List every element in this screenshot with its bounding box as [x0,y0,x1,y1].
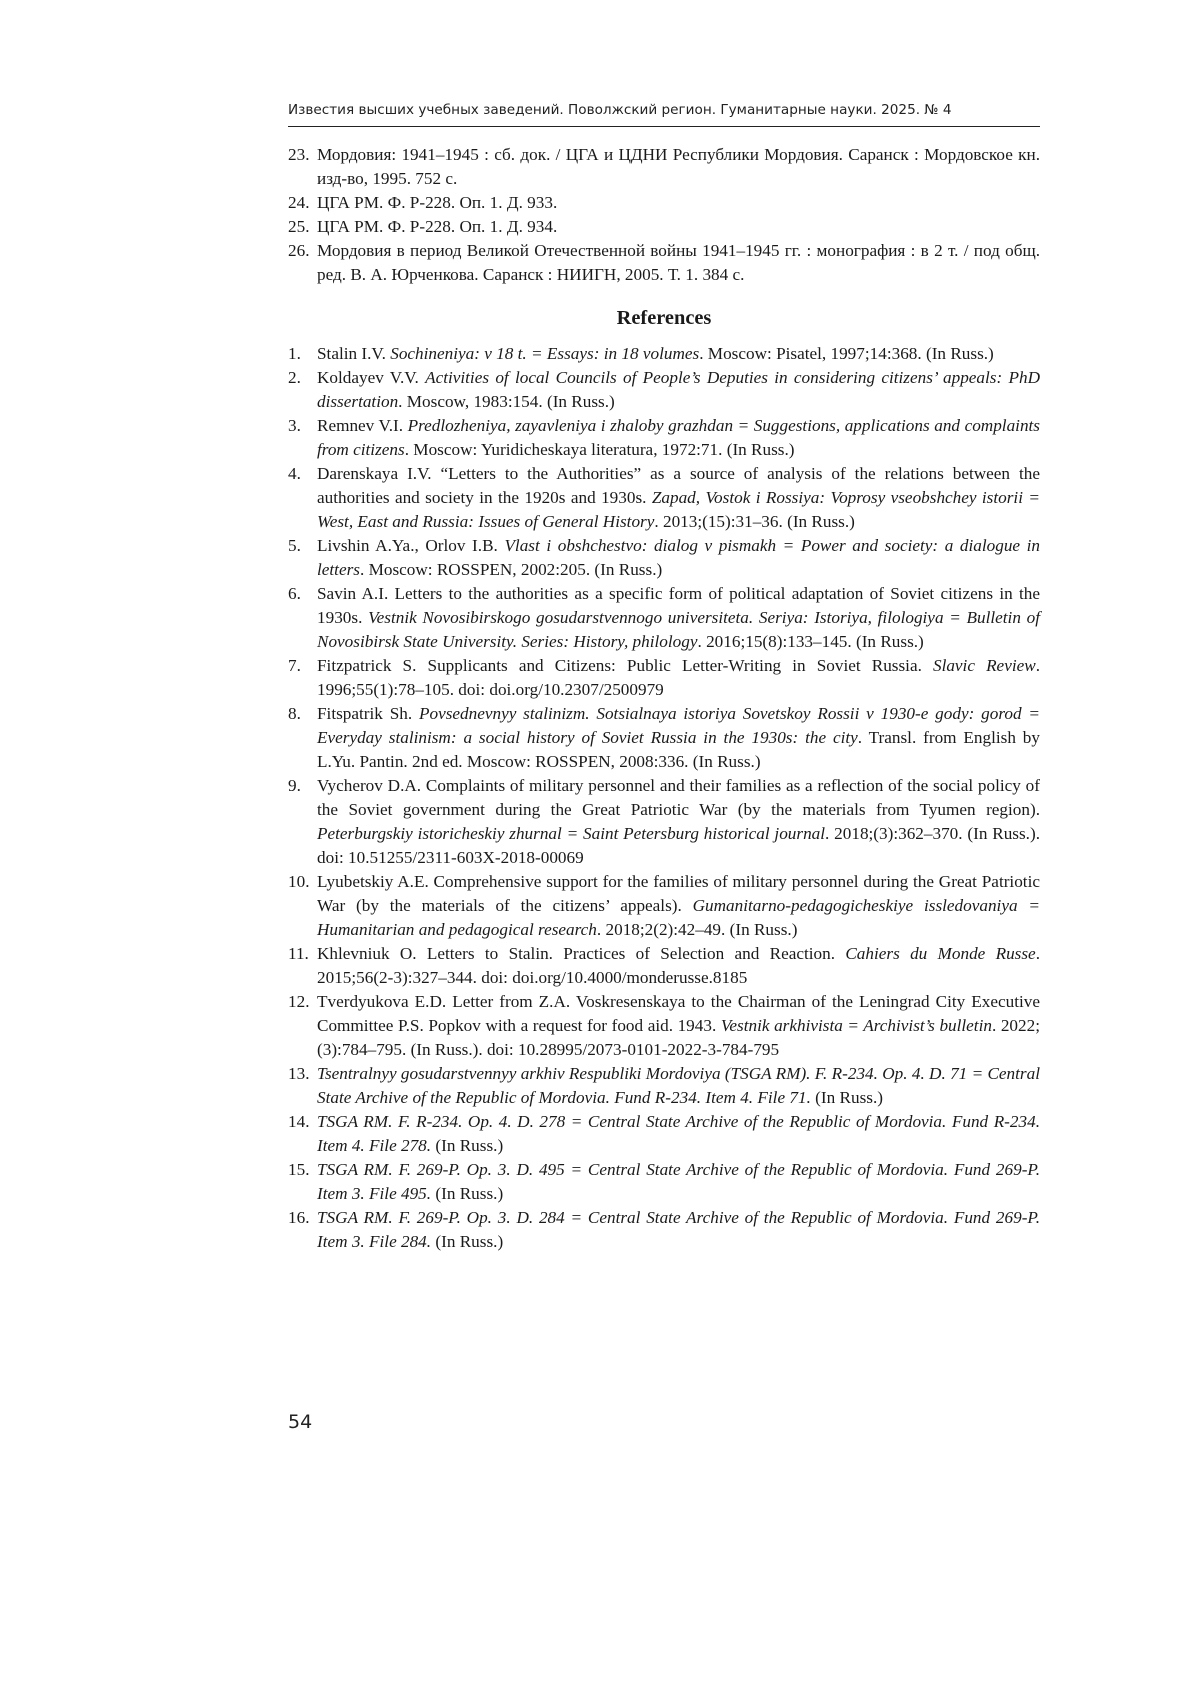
reference-title-italic: Tsentralnyy gosudarstvennyy arkhiv Respubliki Mordoviya (TSGA RM). F. R-234. Op. 4. D. 71 = Central State Archive of the Republic of Mordovia. Fund R-234. Item 4. File 71. [317,1064,1040,1107]
reference-title-italic: Peterburgskiy istoricheskiy zhurnal = Saint Petersburg historical journal [317,824,826,843]
reference-text [317,942,1040,990]
reference-text [317,582,1040,654]
source-item [288,143,1040,191]
reference-text [317,414,1040,462]
source-number: 23. [288,145,310,164]
reference-number: 11. [288,944,309,963]
reference-title-italic: Vlast i obshchestvo: dialog v pismakh = Power and society: a dialogue in letters [317,536,1040,579]
reference-authors: Lyubetskiy A.E. Comprehensive support for the families of military personnel during the Great Patriotic War (by the materials of the citizens’ appeals). [317,872,1040,915]
reference-item [288,462,1040,534]
reference-text [317,1062,1040,1110]
reference-details: . 2022;(3):784–795. (In Russ.). doi: 10.28995/2073-0101-2022-3-784-795 [317,1016,1040,1059]
reference-item [288,870,1040,942]
reference-item [288,942,1040,990]
reference-title-italic: Gumanitarno-pedagogicheskiye issledovaniya = Humanitarian and pedagogical research [317,896,1040,939]
reference-item [288,1206,1040,1254]
reference-item [288,414,1040,462]
source-text: Мордовия в период Великой Отечественной войны 1941–1945 гг. : монография : в 2 т. / под общ. ред. В. А. Юрченкова. Саранск : НИИГН, 2005. Т. 1. 384 с. [317,241,1040,284]
reference-text [317,990,1040,1062]
reference-authors: Vycherov D.A. Complaints of military personnel and their families as a reflection of the social policy of the Soviet government during the Great Patriotic War (by the materials from Tyumen region). [317,776,1040,819]
reference-details: . 1996;55(1):78–105. doi: doi.org/10.2307/2500979 [317,656,1040,699]
reference-details: . 2013;(15):31–36. (In Russ.) [654,512,855,531]
reference-details: . Transl. from English by L.Yu. Pantin. 2nd ed. Moscow: ROSSPEN, 2008:336. (In Russ.) [317,728,1040,771]
header-rule [288,126,1040,127]
reference-details: (In Russ.) [810,1088,883,1107]
reference-number: 5. [288,536,301,555]
source-number: 25. [288,217,310,236]
source-text: ЦГА РМ. Ф. Р-228. Оп. 1. Д. 934. [317,217,558,236]
reference-details: . 2018;2(2):42–49. (In Russ.) [596,920,798,939]
source-text: Мордовия: 1941–1945 : сб. док. / ЦГА и ЦДНИ Республики Мордовия. Саранск : Мордовское кн. изд-во, 1995. 752 с. [317,145,1040,188]
reference-item [288,342,1040,366]
reference-number: 3. [288,416,301,435]
reference-text [317,1110,1040,1158]
reference-title-italic: TSGA RM. F. 269-P. Op. 3. D. 495 = Central State Archive of the Republic of Mordovia. Fund 269-P. Item 3. File 495. [317,1160,1040,1203]
reference-text [317,1206,1040,1254]
reference-number: 14. [288,1112,310,1131]
reference-number: 6. [288,584,301,603]
reference-number: 16. [288,1208,310,1227]
source-number: 24. [288,193,310,212]
reference-title-italic: Zapad, Vostok i Rossiya: Voprosy vseobshchey istorii = West, East and Russia: Issues of General History [317,488,1040,531]
reference-text [317,702,1040,774]
reference-authors: Koldayev V.V. [317,368,426,387]
reference-details: . 2016;15(8):133–145. (In Russ.) [697,632,924,651]
reference-number: 2. [288,368,301,387]
reference-text [317,366,1040,414]
reference-authors: Stalin I.V. [317,344,391,363]
reference-details: . Moscow: ROSSPEN, 2002:205. (In Russ.) [359,560,663,579]
reference-number: 1. [288,344,301,363]
references-heading: References [616,307,712,329]
source-item [288,215,1040,239]
reference-authors: Fitzpatrick S. Supplicants and Citizens: Public Letter-Writing in Soviet Russia. [317,656,933,675]
reference-number: 13. [288,1064,310,1083]
reference-item [288,1158,1040,1206]
reference-item [288,1062,1040,1110]
reference-text [317,342,1040,366]
reference-number: 4. [288,464,301,483]
reference-item [288,582,1040,654]
source-item [288,239,1040,287]
reference-details: . Moscow, 1983:154. (In Russ.) [398,392,615,411]
reference-title-italic: TSGA RM. F. R-234. Op. 4. D. 278 = Central State Archive of the Republic of Mordovia. Fund R-234. Item 4. File 278. [317,1112,1040,1155]
reference-authors: Remnev V.I. [317,416,408,435]
reference-item [288,1110,1040,1158]
reference-details: . 2015;56(2-3):327–344. doi: doi.org/10.4000/monderusse.8185 [317,944,1040,987]
references-list [288,342,1040,1254]
reference-title-italic: Cahiers du Monde Russe [845,944,1036,963]
reference-number: 15. [288,1160,310,1179]
running-header: Известия высших учебных заведений. Поволжский регион. Гуманитарные науки. 2025. № 4 [288,102,952,118]
reference-item [288,774,1040,870]
reference-title-italic: TSGA RM. F. 269-P. Op. 3. D. 284 = Central State Archive of the Republic of Mordovia. Fund 269-P. Item 3. File 284. [317,1208,1040,1251]
reference-authors: Savin A.I. Letters to the authorities as a specific form of political adaptation of Soviet citizens in the 1930s. [317,584,1040,627]
reference-text [317,654,1040,702]
reference-title-italic: Sochineniya: v 18 t. = Essays: in 18 volumes [390,344,700,363]
reference-item [288,702,1040,774]
page-number: 54 [288,1411,313,1433]
reference-item [288,654,1040,702]
source-list [288,143,1040,287]
reference-details: (In Russ.) [431,1136,504,1155]
reference-title-italic: Vestnik arkhivista = Archivist’s bulletin [720,1016,992,1035]
source-text: ЦГА РМ. Ф. Р-228. Оп. 1. Д. 933. [317,193,558,212]
reference-details: . Moscow: Pisatel, 1997;14:368. (In Russ.) [699,344,994,363]
source-number: 26. [288,241,310,260]
reference-text [317,774,1040,870]
reference-number: 12. [288,992,310,1011]
reference-title-italic: Povsednevnyy stalinizm. Sotsialnaya istoriya Sovetskoy Rossii v 1930-e gody: gorod = Everyday stalinism: a social history of Soviet Russia in the 1930s: the city [317,704,1040,747]
reference-number: 7. [288,656,301,675]
reference-details: (In Russ.) [431,1232,504,1251]
reference-number: 8. [288,704,301,723]
reference-details: (In Russ.) [431,1184,504,1203]
reference-authors: Tverdyukova E.D. Letter from Z.A. Voskresenskaya to the Chairman of the Leningrad City Executive Committee P.S. Popkov with a request for food aid. 1943. [317,992,1040,1035]
source-item [288,191,1040,215]
reference-item [288,366,1040,414]
reference-title-italic: Slavic Review [932,656,1036,675]
reference-authors: Fitspatrik Sh. [317,704,419,723]
reference-number: 10. [288,872,310,891]
reference-title-italic: Predlozheniya, zayavleniya i zhaloby grazhdan = Suggestions, applications and complaints from citizens [317,416,1040,459]
reference-text [317,534,1040,582]
reference-item [288,990,1040,1062]
reference-authors: Khlevniuk O. Letters to Stalin. Practices of Selection and Reaction. [317,944,846,963]
page-content [288,143,1040,1254]
reference-title-italic: Vestnik Novosibirskogo gosudarstvennogo universiteta. Seriya: Istoriya, filologiya = Bulletin of Novosibirsk State University. Series: History, philology [317,608,1040,651]
reference-text [317,462,1040,534]
reference-item [288,534,1040,582]
reference-number: 9. [288,776,301,795]
reference-details: . 2018;(3):362–370. (In Russ.). doi: 10.51255/2311-603X-2018-00069 [317,824,1040,867]
reference-details: . Moscow: Yuridicheskaya literatura, 1972:71. (In Russ.) [404,440,795,459]
reference-authors: Livshin A.Ya., Orlov I.B. [317,536,505,555]
reference-text [317,1158,1040,1206]
reference-text [317,870,1040,942]
reference-title-italic: Activities of local Councils of People’s Deputies in considering citizens’ appeals: PhD dissertation [317,368,1040,411]
reference-authors: Darenskaya I.V. “Letters to the Authorities” as a source of analysis of the relations between the authorities and society in the 1920s and 1930s. [317,464,1040,507]
